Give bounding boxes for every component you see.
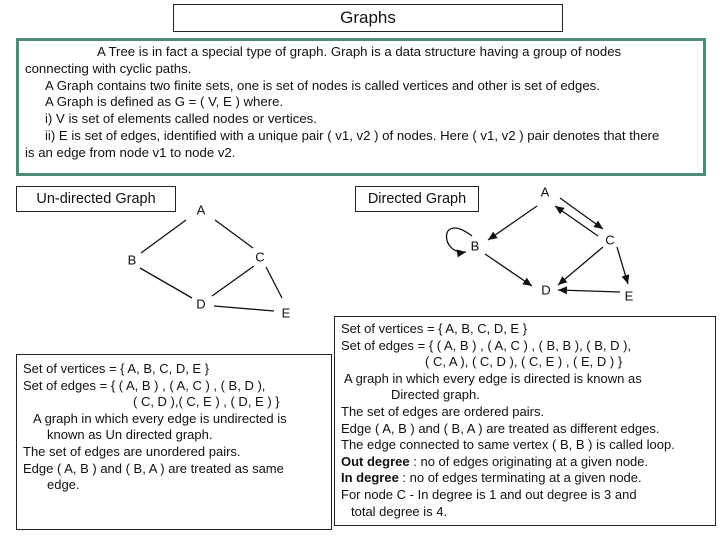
directed-description	[334, 316, 716, 526]
undirected-edge-c-d	[212, 266, 254, 296]
undirected-text-line: Set of edges = { ( A, B ) , ( A, C ) , ( B, D ),	[23, 377, 266, 393]
directed-text-line: Edge ( A, B ) and ( B, A ) are treated as different edges.	[341, 420, 660, 436]
undirected-graph-label: Un-directed Graph	[16, 186, 176, 212]
intro-line: i) V is set of elements called nodes or vertices.	[45, 111, 317, 127]
undirected-node-d: D	[196, 296, 206, 312]
directed-text-line: For node C - In degree is 1 and out degree is 3 and	[341, 486, 637, 502]
intro-line: connecting with cyclic paths.	[25, 60, 192, 76]
directed-node-d: D	[541, 282, 551, 298]
directed-text-line: Directed graph.	[391, 387, 480, 403]
undirected-text-line: The set of edges are unordered pairs.	[23, 443, 241, 459]
intro-line: A Tree is in fact a special type of graph. Graph is a data structure having a group of nodes	[97, 44, 622, 59]
undirected-text-line: known as Un directed graph.	[47, 427, 213, 443]
undirected-description	[16, 354, 332, 530]
page-title: Graphs	[173, 4, 563, 32]
directed-edge-a-b	[488, 206, 537, 240]
undirected-text-line: A graph in which every edge is undirected is	[33, 410, 287, 426]
undirected-node-b: B	[127, 252, 137, 268]
undirected-edge-c-e	[266, 267, 282, 298]
directed-text-line: ( C, A ), ( C, D ), ( C, E ) , ( E, D ) }	[425, 354, 623, 370]
undirected-node-c: C	[255, 249, 265, 265]
undirected-edge-b-d	[140, 268, 192, 298]
undirected-node-e: E	[281, 305, 291, 321]
undirected-edge-a-b	[141, 220, 186, 253]
directed-edge-e-d	[558, 290, 620, 292]
directed-edge-c-e	[617, 247, 628, 284]
directed-node-b: B	[470, 238, 480, 254]
directed-text-line: Set of edges = { ( A, B ) , ( A, C ) , ( B, B ), ( B, D ),	[341, 337, 632, 353]
directed-text-line: A graph in which every edge is directed is known as	[344, 370, 642, 386]
intro-line: ii) E is set of edges, identified with a unique pair ( v1, v2 ) of nodes. Here ( v1, v2 ) pair denotes that there	[45, 127, 660, 143]
directed-node-c: C	[605, 232, 615, 248]
directed-edge-c-d	[558, 247, 603, 285]
intro-line: A Graph contains two finite sets, one is set of nodes is called vertices and other is set of edges.	[45, 77, 600, 93]
out-degree-term: Out degree	[341, 453, 410, 469]
directed-loop-b-b	[446, 228, 472, 252]
undirected-edge-d-e	[214, 306, 274, 311]
directed-graph-label: Directed Graph	[355, 186, 479, 212]
directed-text-line: total degree is 4.	[351, 503, 448, 519]
undirected-node-a: A	[196, 202, 206, 218]
directed-node-a: A	[540, 184, 550, 200]
out-degree-definition: : no of edges originating at a given node.	[409, 453, 649, 469]
undirected-text-line: ( C, D ),( C, E ) , ( D, E ) }	[133, 394, 280, 410]
undirected-text-line: Set of vertices = { A, B, C, D, E }	[23, 361, 210, 376]
out-degree-line	[341, 454, 709, 471]
undirected-text-line: Edge ( A, B ) and ( B, A ) are treated as same	[23, 460, 284, 476]
directed-node-e: E	[624, 288, 634, 304]
intro-line: A Graph is defined as G = ( V, E ) where.	[45, 94, 284, 110]
in-degree-term: In degree	[341, 470, 399, 486]
in-degree-line	[341, 470, 709, 487]
undirected-edge-a-c	[215, 220, 253, 248]
intro-line: is an edge from node v1 to node v2.	[25, 144, 236, 160]
in-degree-definition: : no of edges terminating at a given node.	[398, 470, 642, 486]
directed-edge-b-d	[485, 254, 532, 286]
undirected-text-line: edge.	[47, 477, 80, 493]
directed-text-line: The edge connected to same vertex ( B, B ) is called loop.	[341, 437, 675, 453]
directed-text-line: The set of edges are ordered pairs.	[341, 403, 545, 419]
directed-text-line: Set of vertices = { A, B, C, D, E }	[341, 321, 528, 336]
